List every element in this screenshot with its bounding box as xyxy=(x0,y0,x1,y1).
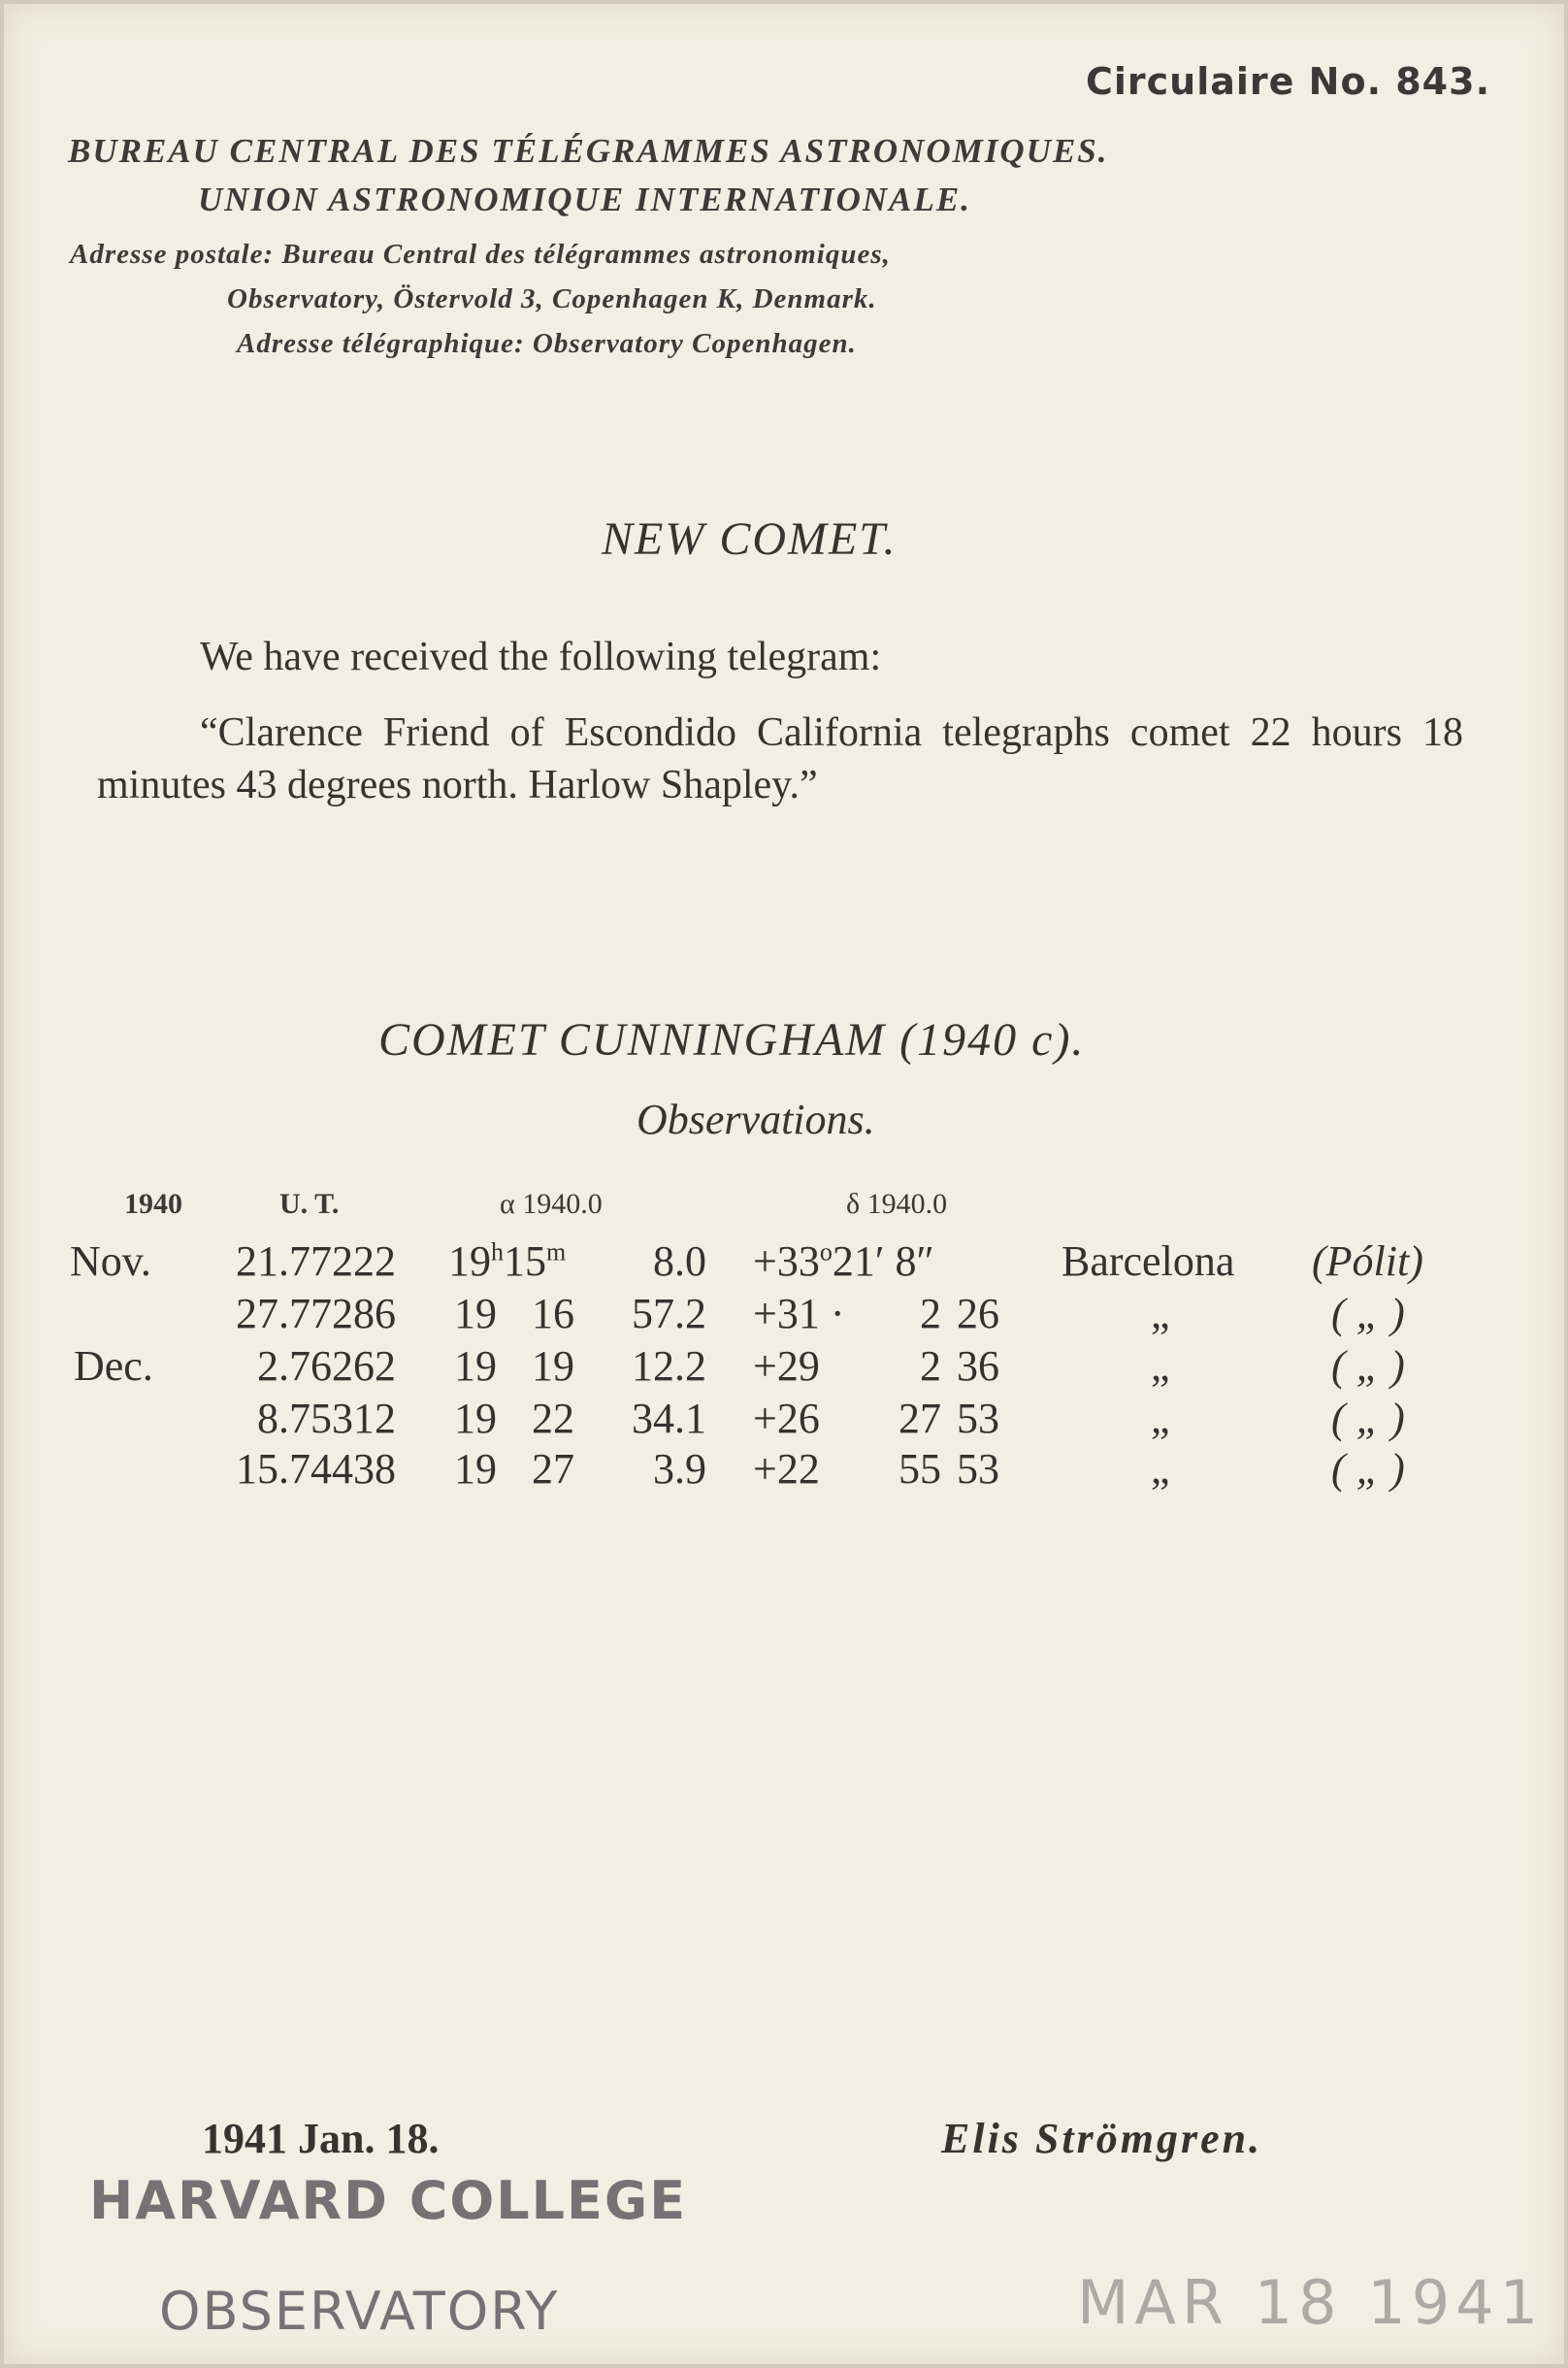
dec-header: δ 1940.0 xyxy=(846,1188,948,1220)
ra-seconds: 34.1 xyxy=(632,1395,706,1442)
observer-ditto: ( „ ) xyxy=(1331,1290,1405,1337)
ra-seconds: 3.9 xyxy=(653,1445,706,1493)
dec-arcsec: 53 xyxy=(957,1395,999,1442)
dec-arcmin: 55 xyxy=(898,1445,941,1493)
dec-arcsec: 26 xyxy=(957,1290,999,1337)
dec-arcmin: 21 xyxy=(832,1237,875,1285)
place-ditto: „ xyxy=(1151,1395,1170,1442)
dec-degrees: +33 xyxy=(753,1237,820,1285)
ut-cell: 8.75312 xyxy=(257,1395,396,1442)
union-header: UNION ASTRONOMIQUE INTERNATIONALE. xyxy=(198,181,971,218)
dec-arcmin: 27 xyxy=(898,1395,941,1442)
place-ditto: „ xyxy=(1151,1342,1170,1390)
ra-minutes: 16 xyxy=(532,1290,574,1337)
received-date-stamp: MAR 18 1941 xyxy=(1077,2267,1545,2338)
place-ditto: „ xyxy=(1151,1290,1170,1337)
telegraphic-address: Adresse télégraphique: Observatory Copenhagen. xyxy=(237,328,857,359)
ra-minutes: 22 xyxy=(532,1395,574,1442)
intro-text: We have received the following telegram: xyxy=(200,635,882,679)
dec-cell: $+33^o21'$ 8″ xyxy=(753,1237,934,1285)
ra-seconds: 57.2 xyxy=(632,1290,706,1337)
ra-seconds: 12.2 xyxy=(632,1342,706,1390)
month-cell: Dec. xyxy=(74,1342,153,1390)
bureau-header: BUREAU CENTRAL DES TÉLÉGRAMMES ASTRONOMIQUES. xyxy=(68,132,1109,170)
ra-minutes: 15 xyxy=(504,1237,546,1285)
harvard-stamp-line2: OBSERVATORY xyxy=(159,2281,560,2342)
ra-minutes: 27 xyxy=(532,1445,574,1493)
dec-arcmin: 2 xyxy=(920,1290,941,1337)
dec-arcsec: 36 xyxy=(957,1342,999,1390)
year-header: 1940 xyxy=(124,1188,182,1220)
place-cell: Barcelona xyxy=(1062,1237,1235,1285)
dec-arcmin: 2 xyxy=(920,1342,941,1390)
telegram-text: “Clarence Friend of Escondido California telegraphs comet 22 hours 18 minutes 43 degrees north. Harlow Shapley.” xyxy=(97,710,1463,807)
circular-number: Circulaire No. 843. xyxy=(1086,60,1490,103)
issue-date: 1941 Jan. 18. xyxy=(202,2115,440,2162)
ra-seconds: 8.0 xyxy=(653,1237,706,1285)
postal-address-street: Observatory, Östervold 3, Copenhagen K, Denmark. xyxy=(227,283,877,314)
ra-minutes: 19 xyxy=(532,1342,574,1390)
dec-arcsec: 8 xyxy=(895,1237,917,1285)
ut-cell: 27.77286 xyxy=(236,1290,396,1337)
observations-subtitle: Observations. xyxy=(637,1096,875,1143)
comet-cunningham-title: COMET CUNNINGHAM (1940 c). xyxy=(378,1014,1086,1066)
ra-header: α 1940.0 xyxy=(500,1188,603,1220)
place-ditto: „ xyxy=(1151,1445,1170,1493)
harvard-stamp-line1: HARVARD COLLEGE xyxy=(89,2170,688,2231)
dec-degrees: +26 xyxy=(753,1395,820,1442)
dec-degrees: +31 · xyxy=(753,1290,845,1337)
observer-cell: (Pólit) xyxy=(1312,1237,1423,1285)
dec-degrees: +29 xyxy=(753,1342,820,1390)
postal-address-line: Adresse postale: Bureau Central des télégrammes astronomiques, xyxy=(70,239,891,270)
observer-ditto: ( „ ) xyxy=(1331,1342,1405,1390)
dec-arcsec: 53 xyxy=(957,1445,999,1493)
dec-degrees: +22 xyxy=(753,1445,820,1493)
ra-hours: 19 xyxy=(454,1290,497,1337)
ut-cell: 2.76262 xyxy=(257,1342,396,1390)
ra-hours: 19 xyxy=(448,1237,491,1285)
ra-hours: 19 xyxy=(454,1342,497,1390)
ut-header: U. T. xyxy=(279,1188,340,1220)
month-cell: Nov. xyxy=(70,1237,151,1285)
ra-cell: 19$^h$15$^m$ xyxy=(448,1237,567,1285)
observer-ditto: ( „ ) xyxy=(1331,1445,1405,1493)
ut-cell: 21.77222 xyxy=(236,1237,396,1285)
signature: Elis Strömgren. xyxy=(941,2115,1263,2162)
ut-cell: 15.74438 xyxy=(236,1445,396,1493)
new-comet-title: NEW COMET. xyxy=(602,513,898,565)
observer-ditto: ( „ ) xyxy=(1331,1395,1405,1442)
ra-hours: 19 xyxy=(454,1395,497,1442)
ra-hours: 19 xyxy=(454,1445,497,1493)
